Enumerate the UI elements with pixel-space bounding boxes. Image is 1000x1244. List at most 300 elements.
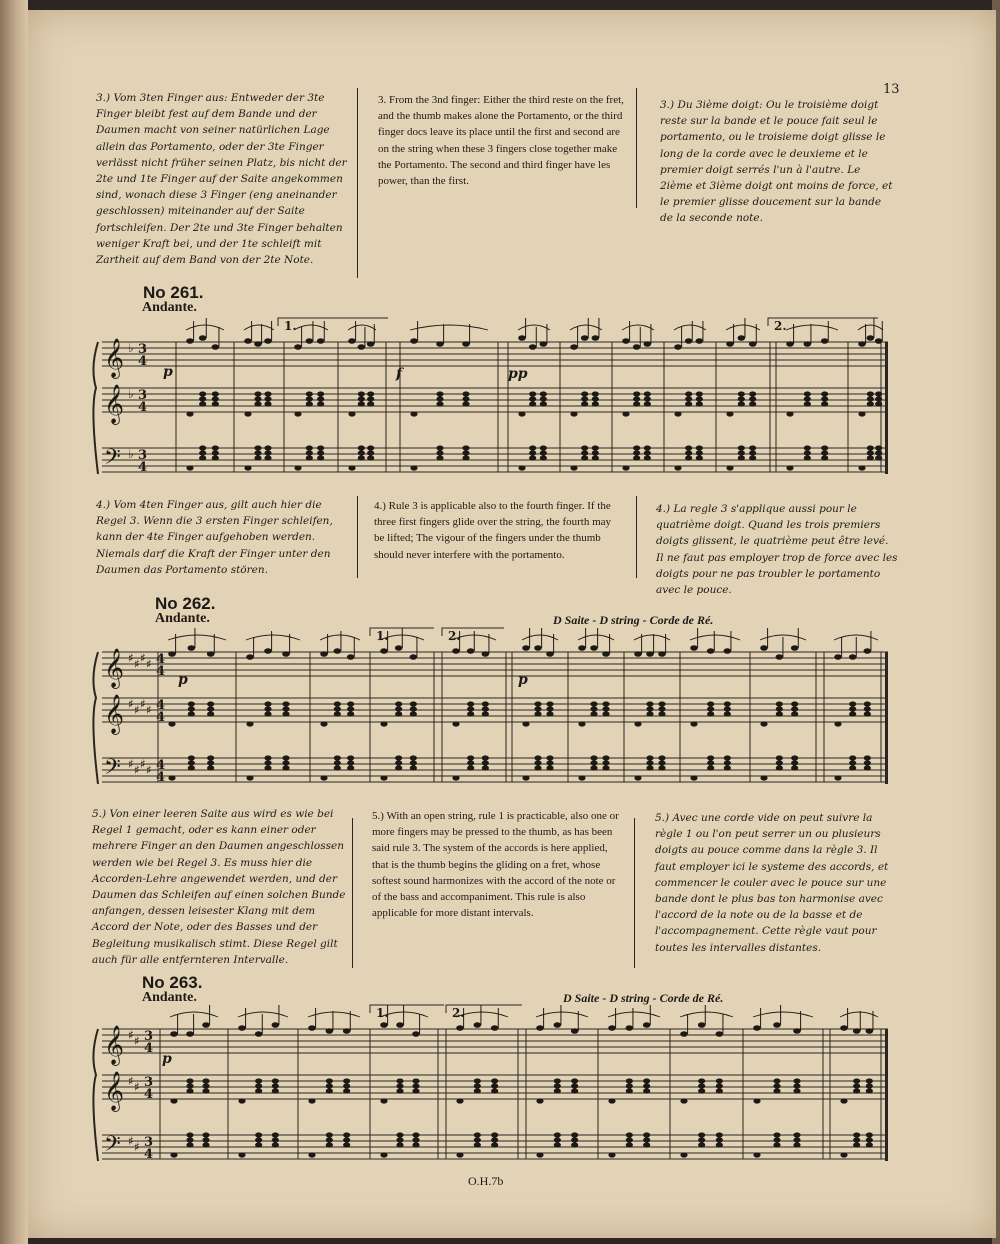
- chord-note: [866, 1142, 873, 1147]
- chord-note: [264, 445, 271, 450]
- chord-note: [367, 450, 374, 455]
- chord-note: [482, 706, 489, 711]
- melody-note: [793, 1028, 801, 1034]
- chord-note: [412, 1142, 419, 1147]
- melody-note: [738, 335, 746, 341]
- bass-note: [726, 411, 733, 416]
- sharp-sign: ♯: [140, 757, 146, 771]
- chord-note: [804, 391, 811, 396]
- melody-note: [724, 648, 732, 654]
- chord-note: [282, 765, 289, 770]
- bass-note: [680, 1152, 687, 1157]
- melody-note: [436, 341, 444, 347]
- chord-note: [534, 711, 541, 716]
- melody-note: [522, 645, 530, 651]
- chord-note: [644, 445, 651, 450]
- chord-note: [436, 396, 443, 401]
- chord-note: [749, 450, 756, 455]
- chord-note: [482, 701, 489, 706]
- bass-note: [168, 721, 175, 726]
- chord-note: [467, 765, 474, 770]
- melody-note: [773, 1022, 781, 1028]
- chord-note: [592, 450, 599, 455]
- chord-note: [707, 760, 714, 765]
- chord-note: [264, 401, 271, 406]
- melody-note: [529, 344, 537, 350]
- sharp-sign: ♯: [134, 703, 140, 717]
- melody-note: [347, 654, 355, 660]
- chord-note: [395, 701, 402, 706]
- chord-note: [436, 450, 443, 455]
- chord-note: [643, 1137, 650, 1142]
- melody-note: [518, 335, 526, 341]
- chord-note: [207, 711, 214, 716]
- chord-note: [546, 765, 553, 770]
- melody-note: [395, 645, 403, 651]
- bass-note: [168, 775, 175, 780]
- chord-note: [773, 1078, 780, 1083]
- chord-note: [738, 455, 745, 460]
- chord-note: [282, 755, 289, 760]
- chord-note: [646, 755, 653, 760]
- melody-note: [570, 344, 578, 350]
- chord-note: [626, 1083, 633, 1088]
- chord-note: [264, 396, 271, 401]
- time-signature: 3: [138, 448, 148, 463]
- chord-note: [412, 1083, 419, 1088]
- melody-note: [452, 648, 460, 654]
- note5-german: 5.) Von einer leeren Saite aus wird es wie bei Regel 1 gemacht, oder es kann einer oder mehrere Finger an den Daumen angeschlossen werden wie bei Regel 3. Es muss hier die Accorden-Lehre angewendet werden, und der Daumen das Schleifen auf einen solchen Bunde anfangen, dessen leisester Klang mit dem Accord der Note, oder des Basses und der Begleitung musikalisch stimt. Diese Regel gilt auch für alle entfernteren Intervalle.: [92, 808, 346, 966]
- bass-note: [456, 1098, 463, 1103]
- time-signature: 3: [144, 1075, 154, 1090]
- chord-note: [738, 391, 745, 396]
- slur: [840, 1012, 878, 1017]
- chord-note: [202, 1132, 209, 1137]
- slur: [753, 1012, 813, 1017]
- melody-note: [254, 341, 262, 347]
- chord-note: [207, 701, 214, 706]
- time-signature: 3: [144, 1029, 154, 1044]
- chord-note: [254, 445, 261, 450]
- chord-note: [199, 450, 206, 455]
- melody-note: [644, 341, 652, 347]
- chord-note: [633, 445, 640, 450]
- note4-french: 4.) La regle 3 s'applique aussi pour le quatrième doigt. Quand les trois premiers doigts glissent, le quatrième peut être levé. Il ne faut pas employer trop de force avec les doigts pour ne pas troubler le portamento avec le pouce.: [656, 503, 898, 597]
- bass-note: [246, 721, 253, 726]
- chord-note: [410, 760, 417, 765]
- chord-note: [264, 760, 271, 765]
- chord-note: [707, 706, 714, 711]
- chord-note: [529, 401, 536, 406]
- chord-note: [367, 455, 374, 460]
- melody-note: [578, 645, 586, 651]
- dynamic-marking: p: [178, 672, 188, 688]
- chord-note: [546, 755, 553, 760]
- bass-clef: 𝄢: [104, 1132, 121, 1162]
- chord-note: [849, 760, 856, 765]
- bass-note: [238, 1098, 245, 1103]
- chord-note: [358, 445, 365, 450]
- chord-note: [347, 765, 354, 770]
- chord-note: [724, 711, 731, 716]
- piece-number: No 262.: [155, 594, 216, 613]
- time-signature: 4: [144, 1041, 154, 1056]
- melody-note: [467, 648, 475, 654]
- bass-note: [753, 1098, 760, 1103]
- chord-note: [849, 755, 856, 760]
- chord-note: [482, 755, 489, 760]
- chord-note: [436, 391, 443, 396]
- piece-number: No 263.: [142, 973, 203, 992]
- slur: [518, 325, 550, 330]
- chord-note: [658, 760, 665, 765]
- chord-note: [696, 450, 703, 455]
- chord-note: [264, 755, 271, 760]
- chord-note: [602, 701, 609, 706]
- chord-note: [646, 706, 653, 711]
- sharp-sign: ♯: [146, 763, 152, 777]
- chord-note: [412, 1088, 419, 1093]
- time-signature: 3: [144, 1135, 154, 1150]
- bass-note: [348, 465, 355, 470]
- chord-note: [212, 396, 219, 401]
- chord-note: [626, 1078, 633, 1083]
- bass-note: [578, 721, 585, 726]
- chord-note: [188, 760, 195, 765]
- melody-note: [858, 341, 866, 347]
- chord-note: [724, 760, 731, 765]
- melody-note: [334, 648, 342, 654]
- melody-note: [834, 654, 842, 660]
- chord-note: [716, 1142, 723, 1147]
- chord-note: [875, 391, 882, 396]
- chord-note: [482, 711, 489, 716]
- chord-note: [212, 391, 219, 396]
- slur: [244, 325, 274, 330]
- chord-note: [358, 450, 365, 455]
- bass-note: [786, 465, 793, 470]
- bass-note: [536, 1152, 543, 1157]
- chord-note: [804, 401, 811, 406]
- melody-note: [238, 1025, 246, 1031]
- chord-note: [698, 1088, 705, 1093]
- chord-note: [367, 391, 374, 396]
- chord-note: [396, 1088, 403, 1093]
- chord-note: [791, 711, 798, 716]
- chord-note: [707, 711, 714, 716]
- column-divider: [636, 88, 637, 208]
- chord-note: [254, 396, 261, 401]
- chord-note: [571, 1078, 578, 1083]
- bass-note: [680, 1098, 687, 1103]
- melody-note: [571, 1028, 579, 1034]
- chord-note: [334, 760, 341, 765]
- chord-note: [326, 1142, 333, 1147]
- treble-clef: 𝄞: [104, 338, 125, 378]
- melody-note: [646, 651, 654, 657]
- chord-note: [791, 701, 798, 706]
- melody-note: [255, 1031, 263, 1037]
- chord-note: [534, 765, 541, 770]
- chord-note: [581, 396, 588, 401]
- chord-note: [738, 401, 745, 406]
- melody-note: [608, 1025, 616, 1031]
- chord-note: [343, 1078, 350, 1083]
- chord-note: [396, 1083, 403, 1088]
- chord-note: [875, 455, 882, 460]
- tempo-marking: Andante.: [155, 611, 210, 626]
- slur: [622, 325, 654, 330]
- volta-2-label: 2.: [448, 629, 461, 643]
- chord-note: [317, 391, 324, 396]
- column-divider: [357, 496, 358, 578]
- melody-note: [786, 341, 794, 347]
- chord-note: [467, 760, 474, 765]
- chord-note: [749, 401, 756, 406]
- bass-note: [410, 411, 417, 416]
- chord-note: [707, 701, 714, 706]
- chord-note: [491, 1083, 498, 1088]
- melody-note: [170, 1031, 178, 1037]
- plate-number: O.H.7b: [468, 1174, 504, 1188]
- chord-note: [412, 1078, 419, 1083]
- time-signature: 4: [144, 1147, 154, 1162]
- bass-note: [186, 411, 193, 416]
- volta-1-label: 1.: [376, 629, 389, 643]
- bass-note: [380, 721, 387, 726]
- tempo-marking: Andante.: [142, 300, 197, 315]
- melody-note: [186, 338, 194, 344]
- chord-note: [188, 706, 195, 711]
- melody-note: [602, 651, 610, 657]
- chord-note: [658, 701, 665, 706]
- chord-note: [581, 445, 588, 450]
- chord-note: [698, 1078, 705, 1083]
- column-divider: [636, 496, 637, 578]
- melody-note: [696, 338, 704, 344]
- melody-note: [821, 338, 829, 344]
- chord-note: [334, 711, 341, 716]
- chord-note: [633, 391, 640, 396]
- chord-note: [540, 391, 547, 396]
- chord-note: [776, 765, 783, 770]
- time-signature: 4: [156, 758, 166, 773]
- chord-note: [474, 1142, 481, 1147]
- bass-note: [380, 775, 387, 780]
- chord-note: [199, 391, 206, 396]
- chord-note: [264, 711, 271, 716]
- final-barline: [885, 342, 888, 474]
- piece-number: No 261.: [143, 283, 204, 302]
- chord-note: [776, 706, 783, 711]
- melody-note: [456, 1025, 464, 1031]
- chord-note: [716, 1137, 723, 1142]
- chord-note: [410, 706, 417, 711]
- chord-note: [255, 1132, 262, 1137]
- melody-note: [380, 1022, 388, 1028]
- chord-note: [685, 401, 692, 406]
- chord-note: [306, 396, 313, 401]
- chord-note: [626, 1132, 633, 1137]
- chord-note: [696, 396, 703, 401]
- chord-note: [491, 1142, 498, 1147]
- melody-note: [707, 648, 715, 654]
- melody-note: [462, 341, 470, 347]
- chord-note: [791, 706, 798, 711]
- chord-note: [633, 450, 640, 455]
- chord-note: [306, 445, 313, 450]
- bass-note: [840, 1098, 847, 1103]
- chord-note: [853, 1142, 860, 1147]
- chord-note: [867, 450, 874, 455]
- chord-note: [306, 450, 313, 455]
- chord-note: [188, 765, 195, 770]
- time-signature: 4: [156, 652, 166, 667]
- chord-note: [264, 455, 271, 460]
- bass-note: [170, 1098, 177, 1103]
- melody-note: [749, 341, 757, 347]
- bass-note: [753, 1152, 760, 1157]
- chord-note: [581, 450, 588, 455]
- brace: [93, 652, 98, 784]
- time-signature: 4: [156, 770, 166, 785]
- chord-note: [188, 711, 195, 716]
- melody-note: [634, 651, 642, 657]
- time-signature: 4: [138, 354, 148, 369]
- bass-note: [760, 775, 767, 780]
- chord-note: [306, 401, 313, 406]
- note5-english: 5.) With an open string, rule 1 is practicable, also one or more fingers may be pressed to the thumb, as has been said rule 3. The system of the accords is here applied, that is the thumb begins the gliding on a fret, whose softest sound harmonizes with the accord of the note or of the bass and accompaniment. This rule is also applicable for more distant intervals.: [372, 810, 619, 920]
- melody-note: [581, 335, 589, 341]
- chord-note: [581, 401, 588, 406]
- melody-note: [202, 1022, 210, 1028]
- chord-note: [849, 765, 856, 770]
- chord-note: [644, 396, 651, 401]
- melody-note: [412, 1031, 420, 1037]
- chord-note: [395, 711, 402, 716]
- melody-note: [320, 651, 328, 657]
- chord-note: [202, 1083, 209, 1088]
- chord-note: [326, 1132, 333, 1137]
- chord-note: [821, 445, 828, 450]
- chord-note: [343, 1083, 350, 1088]
- sharp-sign: ♯: [128, 1074, 134, 1088]
- chord-note: [875, 396, 882, 401]
- bass-note: [690, 721, 697, 726]
- chord-note: [554, 1132, 561, 1137]
- chord-note: [207, 765, 214, 770]
- chord-note: [866, 1137, 873, 1142]
- chord-note: [272, 1078, 279, 1083]
- chord-note: [571, 1137, 578, 1142]
- chord-note: [462, 401, 469, 406]
- chord-note: [821, 455, 828, 460]
- bass-clef: 𝄢: [104, 755, 121, 785]
- chord-note: [554, 1142, 561, 1147]
- chord-note: [804, 396, 811, 401]
- melody-note: [590, 645, 598, 651]
- chord-note: [491, 1078, 498, 1083]
- chord-note: [698, 1137, 705, 1142]
- bass-note: [456, 1152, 463, 1157]
- chord-note: [347, 711, 354, 716]
- chord-note: [864, 755, 871, 760]
- chord-note: [529, 391, 536, 396]
- chord-note: [467, 755, 474, 760]
- chord-note: [474, 1083, 481, 1088]
- chord-note: [396, 1078, 403, 1083]
- chord-note: [317, 455, 324, 460]
- chord-note: [626, 1137, 633, 1142]
- chord-note: [462, 445, 469, 450]
- chord-note: [326, 1088, 333, 1093]
- chord-note: [546, 760, 553, 765]
- chord-note: [410, 765, 417, 770]
- chord-note: [212, 445, 219, 450]
- bass-note: [380, 1098, 387, 1103]
- chord-note: [358, 396, 365, 401]
- chord-note: [685, 396, 692, 401]
- chord-note: [707, 755, 714, 760]
- chord-note: [491, 1137, 498, 1142]
- chord-note: [462, 450, 469, 455]
- flat-sign: ♭: [128, 447, 134, 461]
- chord-note: [199, 455, 206, 460]
- slur: [410, 325, 488, 330]
- chord-note: [474, 1132, 481, 1137]
- chord-note: [804, 455, 811, 460]
- chord-note: [793, 1132, 800, 1137]
- chord-note: [590, 701, 597, 706]
- page-number: 13: [883, 82, 900, 97]
- chord-note: [749, 445, 756, 450]
- chord-note: [867, 396, 874, 401]
- chord-note: [581, 455, 588, 460]
- bass-note: [186, 465, 193, 470]
- chord-note: [554, 1083, 561, 1088]
- bass-note: [570, 465, 577, 470]
- bass-note: [622, 465, 629, 470]
- sharp-sign: ♯: [134, 657, 140, 671]
- chord-note: [202, 1088, 209, 1093]
- chord-note: [875, 445, 882, 450]
- chord-note: [724, 755, 731, 760]
- chord-note: [188, 755, 195, 760]
- chord-note: [462, 391, 469, 396]
- sharp-sign: ♯: [128, 651, 134, 665]
- chord-note: [749, 455, 756, 460]
- chord-note: [554, 1088, 561, 1093]
- chord-note: [343, 1142, 350, 1147]
- chord-note: [590, 711, 597, 716]
- chord-note: [793, 1083, 800, 1088]
- chord-note: [462, 455, 469, 460]
- chord-note: [272, 1137, 279, 1142]
- chord-note: [272, 1142, 279, 1147]
- melody-note: [199, 335, 207, 341]
- bass-note: [834, 775, 841, 780]
- chord-note: [698, 1142, 705, 1147]
- chord-note: [540, 455, 547, 460]
- chord-note: [186, 1083, 193, 1088]
- melody-note: [348, 338, 356, 344]
- chord-note: [474, 1078, 481, 1083]
- chord-note: [773, 1088, 780, 1093]
- chord-note: [749, 396, 756, 401]
- chord-note: [592, 445, 599, 450]
- volta-2-label: 2.: [452, 1006, 465, 1020]
- chord-note: [592, 391, 599, 396]
